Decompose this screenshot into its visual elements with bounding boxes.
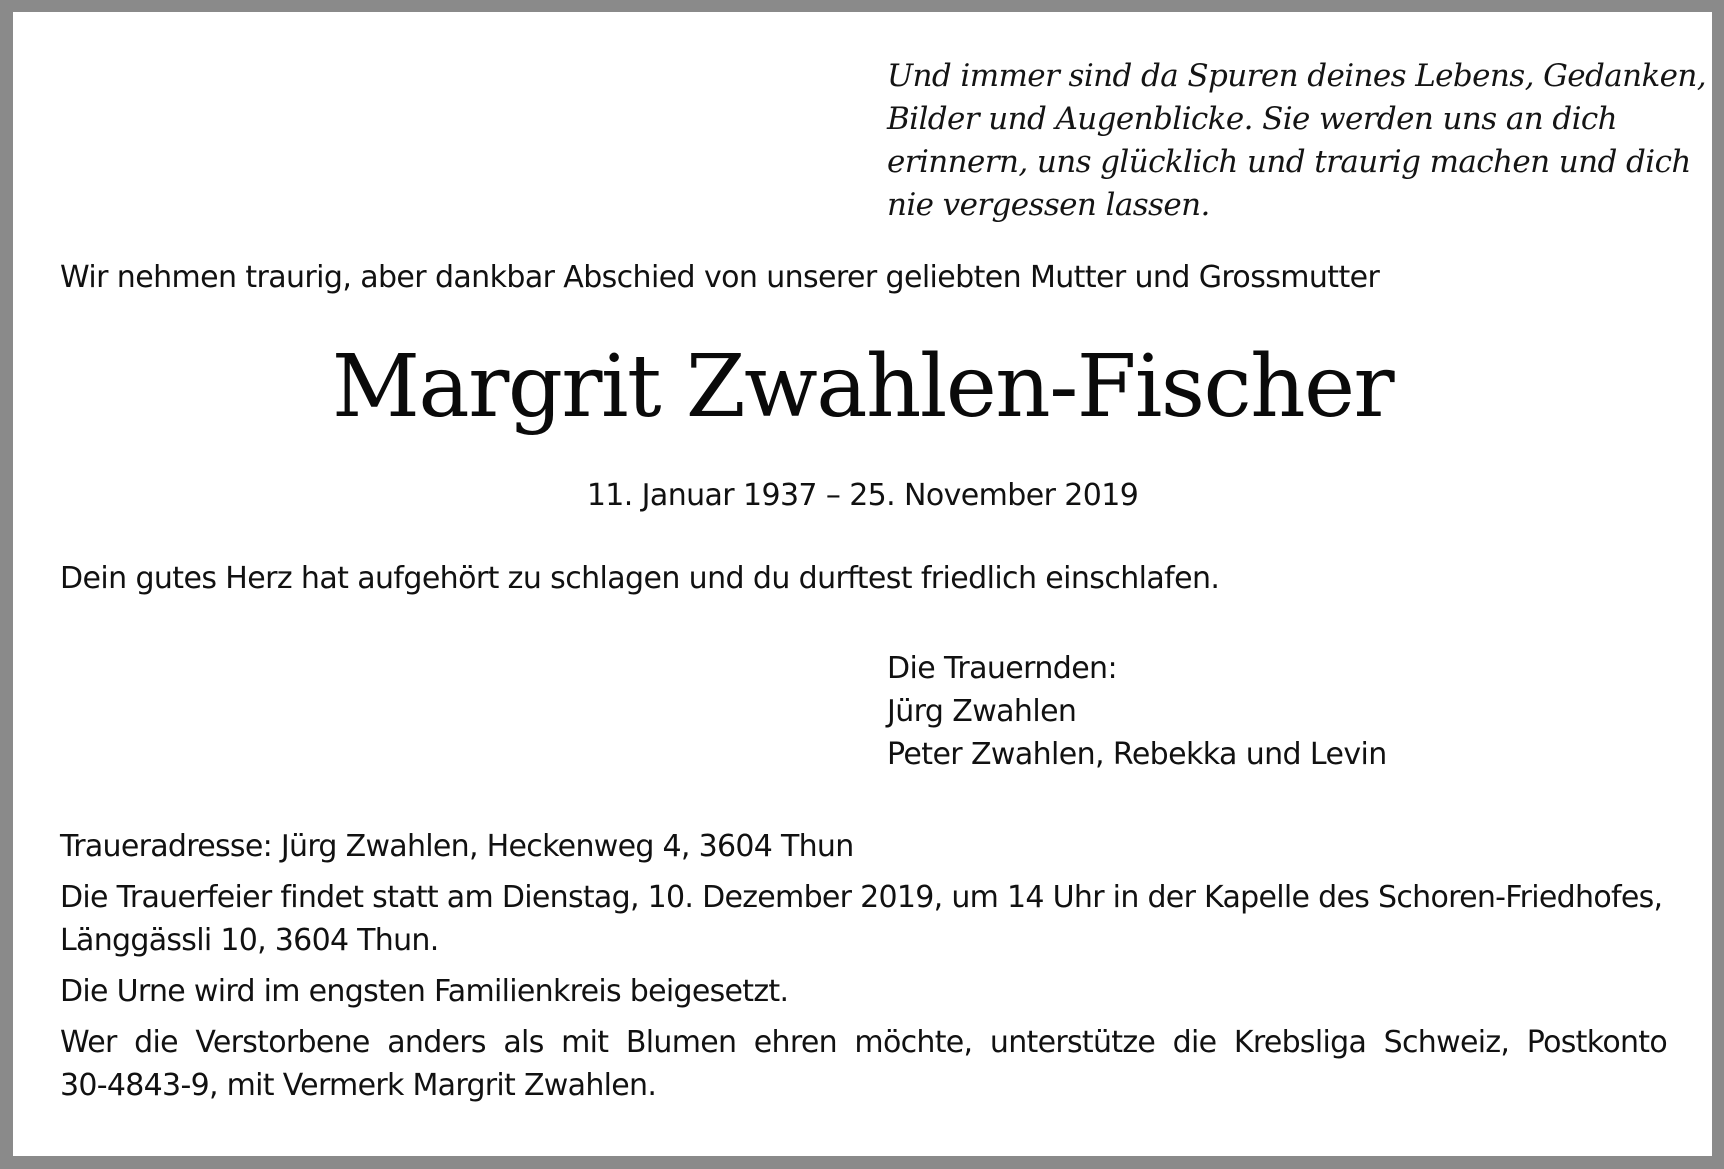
ceremony-line: Die Trauerfeier findet statt am Dienstag, 10. Dezember 2019, um 14 Uhr in der Kapelle des Schoren-Friedhofes,: [60, 880, 1663, 915]
life-dates: 11. Januar 1937 – 25. November 2019: [586, 478, 1139, 513]
mourner-name: Peter Zwahlen, Rebekka und Levin: [887, 737, 1387, 772]
mourners-block: [887, 647, 1387, 776]
deceased-name: Margrit Zwahlen-Fischer: [331, 337, 1394, 437]
donation-info: [60, 1021, 1667, 1107]
urn-info: Die Urne wird im engsten Familienkreis beigesetzt.: [60, 974, 789, 1009]
donation-line: Wer die Verstorbene anders als mit Blumen ehren möchte, unterstütze die Krebsliga Schweiz, Postkonto: [60, 1025, 1667, 1060]
quote-line: nie vergessen lassen.: [887, 187, 1210, 223]
ceremony-details: [60, 825, 1667, 1115]
mourning-address: Traueradresse: Jürg Zwahlen, Heckenweg 4, 3604 Thun: [60, 829, 854, 864]
mourners-heading: Die Trauernden:: [887, 651, 1117, 686]
farewell-intro: Wir nehmen traurig, aber dankbar Abschied von unserer geliebten Mutter und Grossmutter: [60, 260, 1380, 295]
quote-line: erinnern, uns glücklich und traurig machen und dich: [887, 144, 1691, 180]
quote-line: Bilder und Augenblicke. Sie werden uns an dich: [887, 101, 1618, 137]
memorial-quote: [887, 55, 1707, 227]
ceremony-line: Länggässli 10, 3604 Thun.: [60, 923, 439, 958]
quote-line: Und immer sind da Spuren deines Lebens, Gedanken,: [887, 58, 1707, 94]
mourner-name: Jürg Zwahlen: [887, 694, 1077, 729]
obituary-page: [13, 12, 1712, 1156]
donation-line: 30-4843-9, mit Vermerk Margrit Zwahlen.: [60, 1068, 657, 1103]
ceremony-info: [60, 876, 1667, 962]
heart-statement: Dein gutes Herz hat aufgehört zu schlagen und du durftest friedlich einschlafen.: [60, 561, 1220, 596]
